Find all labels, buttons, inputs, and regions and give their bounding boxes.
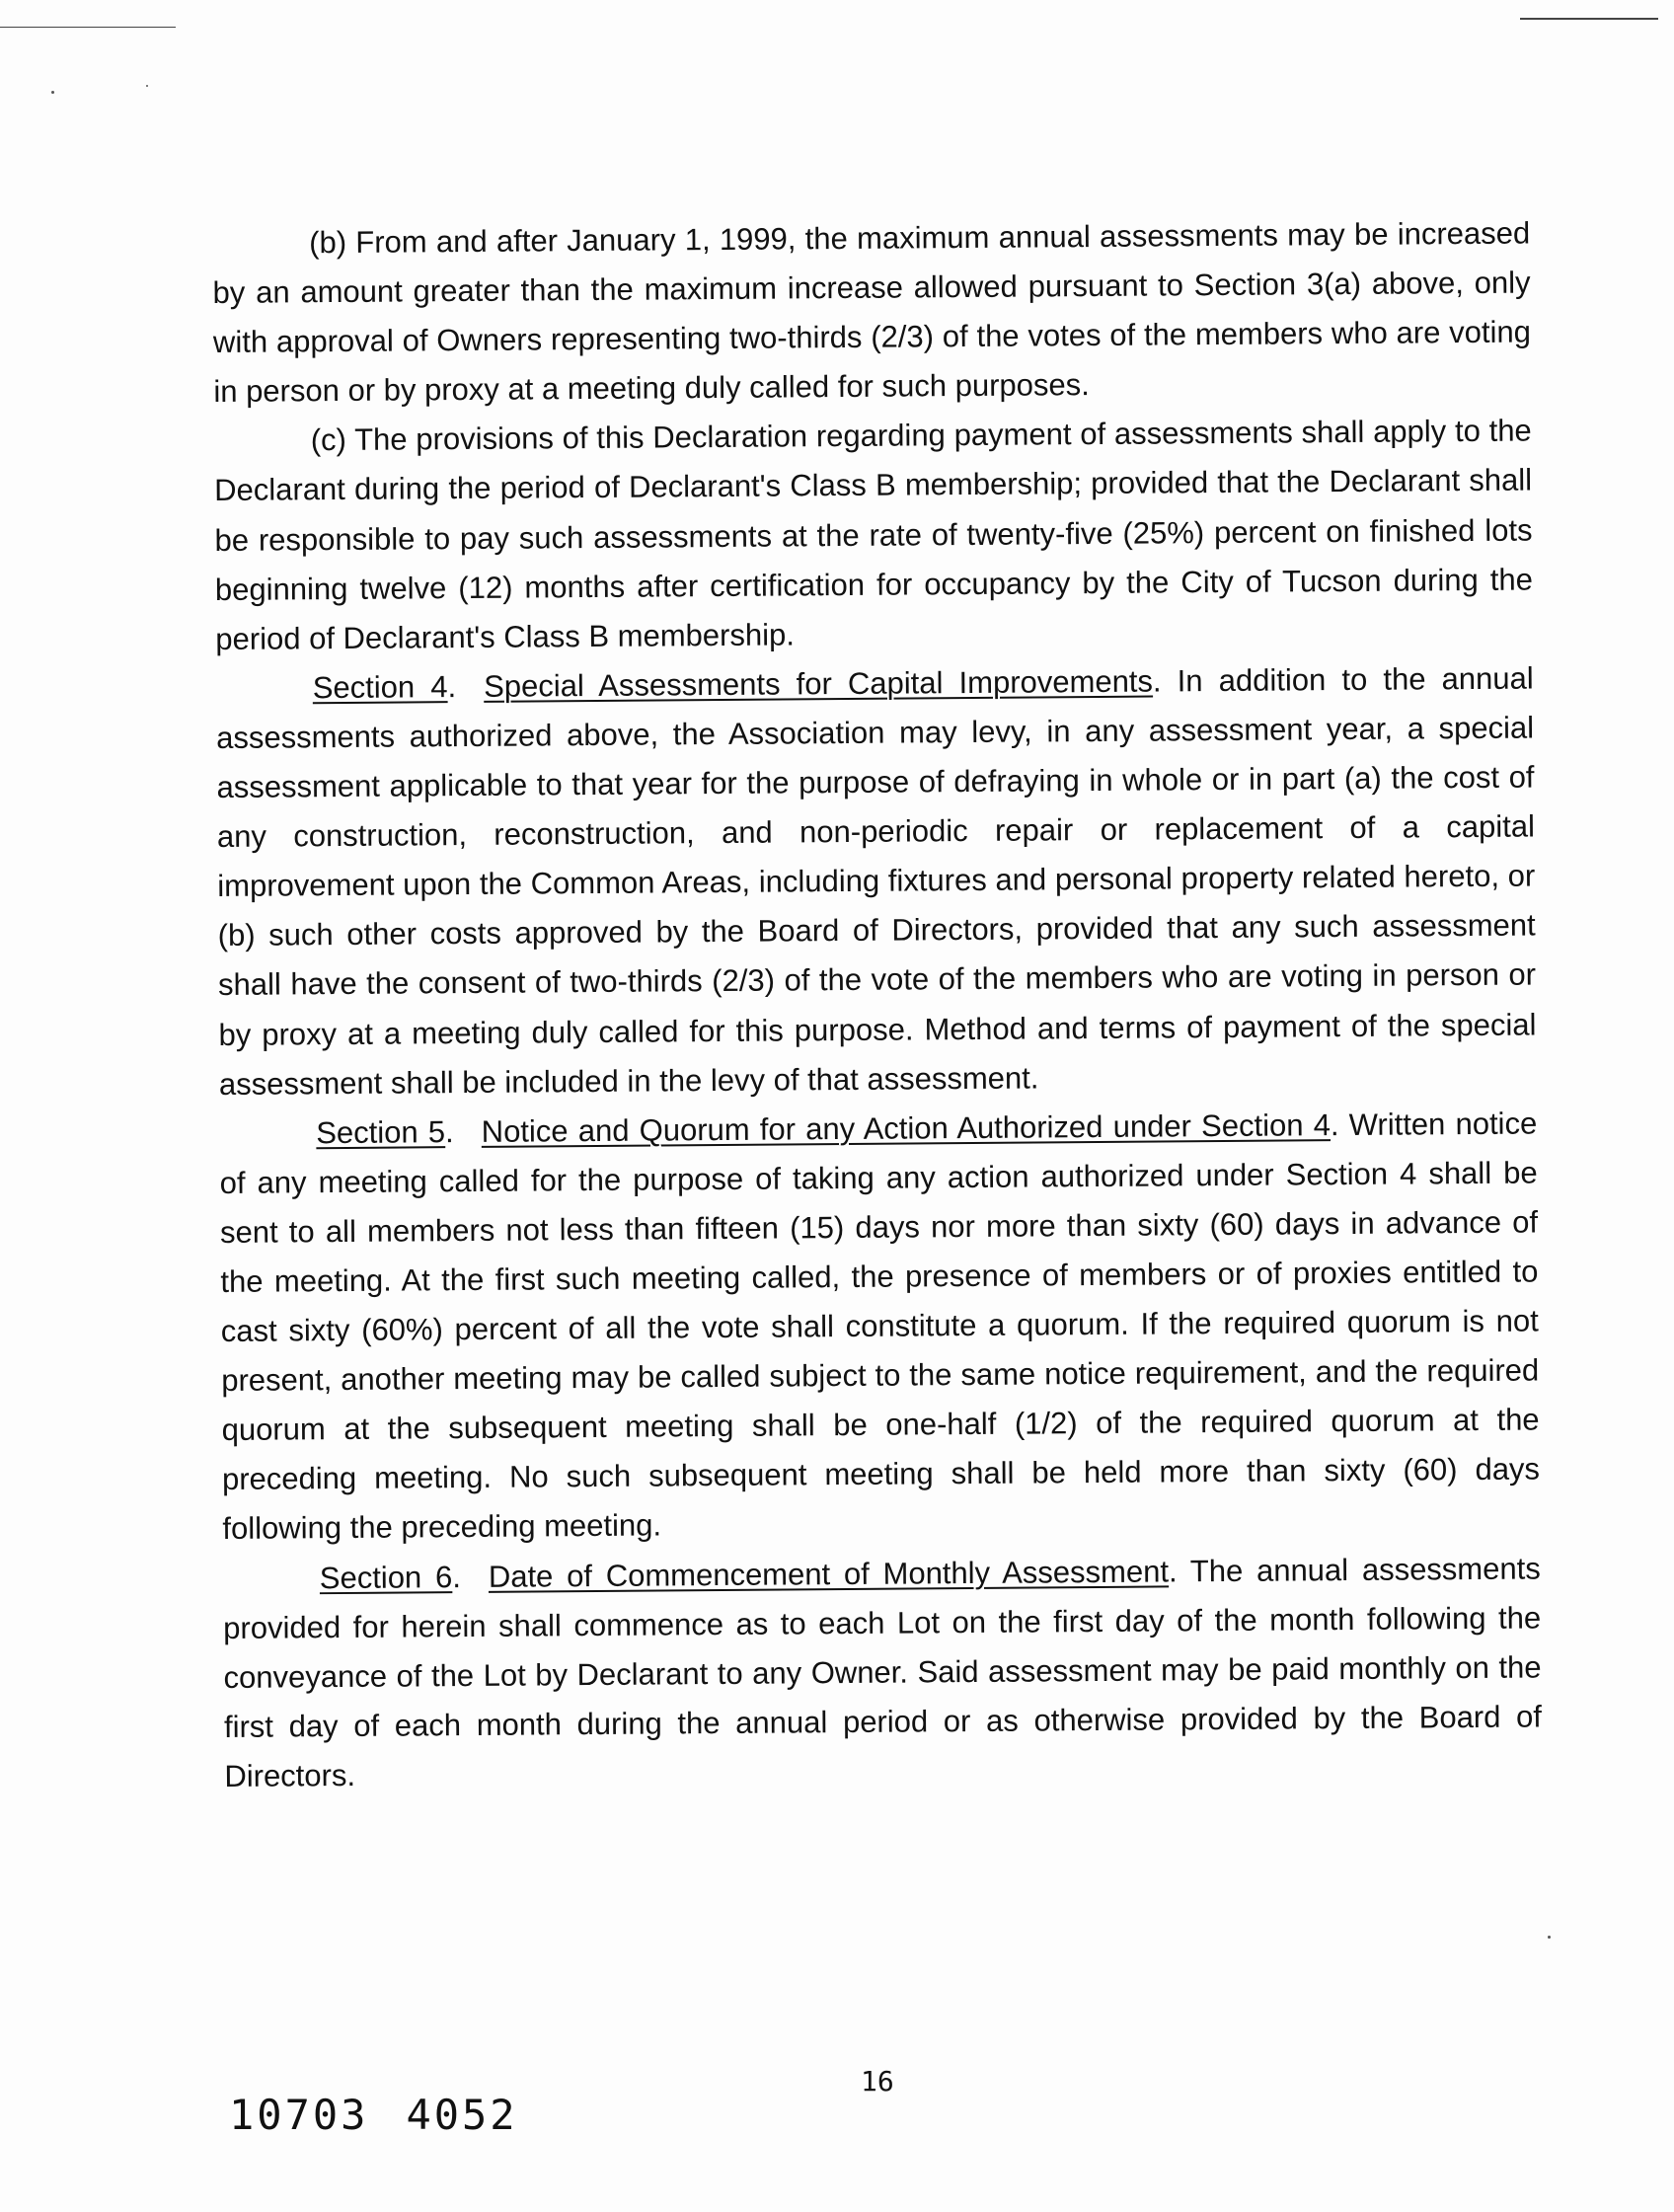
document-record-number [229,2091,556,2139]
paragraph-c: (c) The provisions of this Declaration regarding payment of assessments shall apply to the Declarant during the period of Declarant's Class B membership; provided that the Declarant shall be responsible to pay such assessments at the rate of twenty-five (25%) percent on finished lots beginning twelve (12) months after certification for occupancy by the City of Tucson during the period of Declarant's Class B membership. [214,413,1534,656]
scan-edge-line [0,27,176,28]
section-6-title: Date of Commencement of Monthly Assessment [488,1553,1170,1594]
page-number: 16 [861,2065,894,2098]
section-5: Section 5. Notice and Quorum for any Action Authorized under Section 4. Written notice of any meeting called for the purpose of taking any action authorized under Section 4 shall be sent to all members not less than fifteen (15) days nor more than sixty (60) days in advance of the meeting. At the first such meeting called, the presence of members or of proxies entitled to cast sixty (60%) percent of all the vote shall constitute a quorum. If the required quorum is not present, another meeting may be called subject to the same notice requirement, and the required quorum at the subsequent meeting shall be one-half (1/2) of the required quorum at the preceding meeting. No such subsequent meeting shall be held more than sixty (60) days following the preceding meeting. [219,1106,1541,1547]
scan-edge-line [1520,18,1658,20]
section-5-title: Notice and Quorum for any Action Authorized under Section 4 [481,1106,1332,1149]
section-6-text: The annual assessments provided for herein shall commence as to each Lot on the first day of the month following the conveyance of the Lot by Declarant to any Owner. Said assessment may be paid monthly on the first day of each month during the annual period or as otherwise provided by the Board of Directors. [223,1551,1543,1793]
section-6-number: Section 6 [319,1559,453,1595]
section-5-number: Section 5 [316,1113,446,1150]
section-4-number: Section 4 [312,668,448,706]
scan-speck [1548,1936,1551,1939]
docket-number: 10703 [229,2091,369,2139]
section-5-text: Written notice of any meeting called for the purpose of taking any action authorized under Section 4 shall be sent to all members not less than fifteen (15) days nor more than sixty (60) days in advance of the meeting. At the first such meeting called, the presence of members or of proxies entitled to cast sixty (60%) percent of all the vote shall constitute a quorum. If the required quorum is not present, another meeting may be called subject to the same notice requirement, and the required quorum at the subsequent meeting shall be one-half (1/2) of the required quorum at the preceding meeting. No such subsequent meeting shall be held more than sixty (60) days following the preceding meeting. [219,1106,1541,1547]
section-4-text: In addition to the annual assessments authorized above, the Association may levy, in any assessment year, a special assessment applicable to that year for the purpose of defraying in whole or in part (a) the cost of any construction, reconstruction, and non-periodic repair or replacement of a capital improvement upon the Common Areas, including fixtures and personal property related hereto, or (b) such other costs approved by the Board of Directors, provided that any such assessment shall have the consent of two-thirds (2/3) of the vote of the members who are voting in person or by proxy at a meeting duly called for this purpose. Method and terms of payment of the special assessment shall be included in the levy of that assessment. [215,660,1537,1102]
section-4: Section 4. Special Assessments for Capital Improvements. In addition to the annual assessments authorized above, the Association may levy, in any assessment year, a special assessment applicable to that year for the purpose of defraying in whole or in part (a) the cost of any construction, reconstruction, and non-periodic repair or replacement of a capital improvement upon the Common Areas, including fixtures and personal property related hereto, or (b) such other costs approved by the Board of Directors, provided that any such assessment shall have the consent of two-thirds (2/3) of the vote of the members who are voting in person or by proxy at a meeting duly called for this purpose. Method and terms of payment of the special assessment shall be included in the levy of that assessment. [215,660,1537,1102]
section-4-title: Special Assessments for Capital Improvements [483,663,1154,704]
scan-speck [146,85,148,87]
page-record-number: 4052 [406,2091,518,2139]
section-6: Section 6. Date of Commencement of Monthly Assessment. The annual assessments provided for herein shall commence as to each Lot on the first day of the month following the conveyance of the Lot by Declarant to any Owner. Said assessment may be paid monthly on the first day of each month during the annual period or as otherwise provided by the Board of Directors. [223,1551,1543,1793]
scan-speck [51,91,54,94]
document-body [212,209,1543,1801]
paragraph-b: (b) From and after January 1, 1999, the maximum annual assessments may be increased by an amount greater than the maximum increase allowed pursuant to Section 3(a) above, only with approval of Owners representing two-thirds (2/3) of the votes of the members who are voting in person or by proxy at a meeting duly called for such purposes. [212,215,1532,410]
